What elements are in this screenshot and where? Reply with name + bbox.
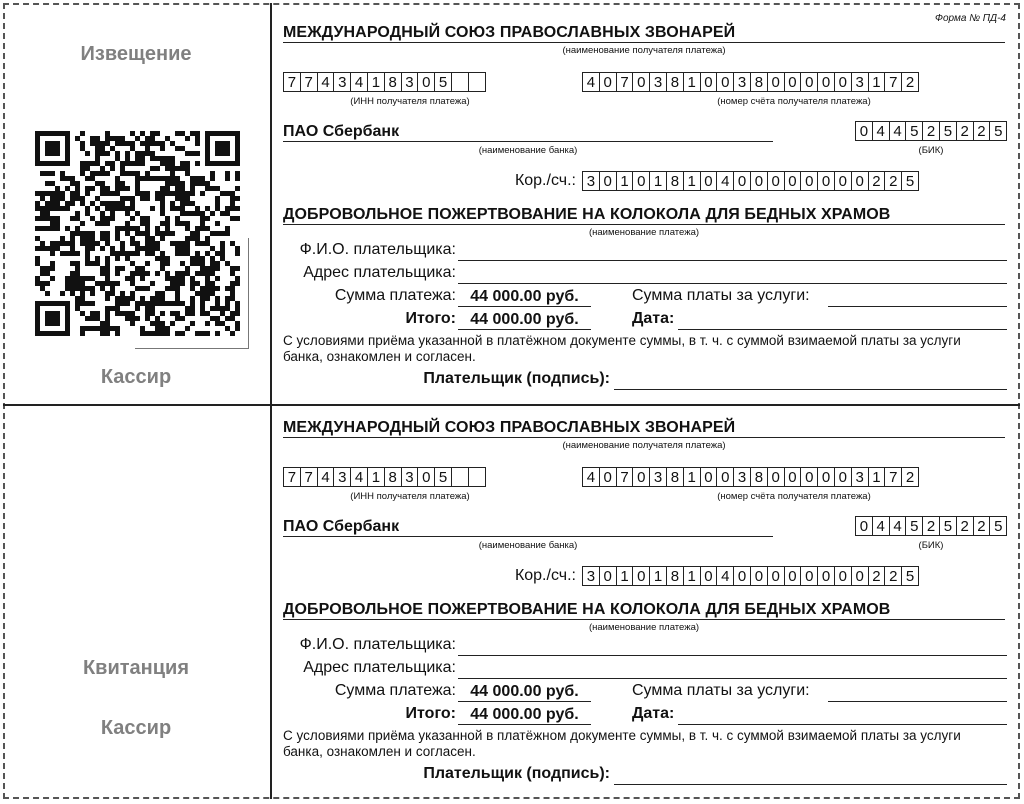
digit-cell: 0: [768, 467, 785, 487]
digit-cell: 4: [873, 516, 890, 536]
payer-address-field[interactable]: [458, 265, 1007, 284]
digit-cell: 0: [600, 171, 617, 191]
digit-cell: 0: [734, 566, 751, 586]
signature-label: Плательщик (подпись):: [423, 370, 610, 387]
digit-cell: 2: [902, 467, 919, 487]
digit-cell: 2: [902, 72, 919, 92]
digit-cell: 1: [650, 171, 667, 191]
account-caption: (номер счёта получателя платежа): [717, 491, 871, 502]
digit-cell: [452, 467, 469, 487]
recipient-name: МЕЖДУНАРОДНЫЙ СОЮЗ ПРАВОСЛАВНЫХ ЗВОНАРЕЙ: [283, 418, 1005, 438]
digit-cell: 0: [818, 171, 835, 191]
digit-cell: 4: [583, 467, 600, 487]
digit-cell: 0: [600, 72, 617, 92]
amount-value: 44 000.00 руб.: [458, 288, 591, 307]
digit-cell: 2: [869, 171, 886, 191]
amount-label: Сумма платежа:: [334, 287, 456, 304]
inn-caption: (ИНН получателя платежа): [350, 491, 470, 502]
digit-cell: 3: [402, 72, 419, 92]
vertical-divider: [270, 3, 272, 799]
recipient-name-caption: (наименование получателя платежа): [562, 45, 726, 56]
date-label: Дата:: [632, 705, 675, 722]
horizontal-divider: [3, 404, 1020, 406]
digit-cell: 0: [801, 467, 818, 487]
digit-cell: 0: [701, 171, 718, 191]
digit-cell: 4: [318, 72, 335, 92]
digit-cell: 4: [873, 121, 890, 141]
payer-address-label: Адрес плательщика:: [303, 264, 456, 281]
fee-label: Сумма платы за услуги:: [632, 287, 810, 304]
digit-cell: 0: [600, 566, 617, 586]
payer-name-field[interactable]: [458, 637, 1007, 656]
digit-cell: 0: [418, 467, 435, 487]
digit-cell: 3: [402, 467, 419, 487]
total-value: 44 000.00 руб.: [458, 311, 591, 330]
digit-cell: 8: [667, 566, 684, 586]
digit-cell: 0: [633, 72, 650, 92]
digit-cell: 3: [650, 467, 667, 487]
terms-text: С условиями приёма указанной в платёжном документе суммы, в т. ч. с суммой взимаемой платы за услуги банка, ознакомлен и согласен.: [283, 728, 961, 759]
date-label: Дата:: [632, 310, 675, 327]
digit-cell: 2: [974, 121, 991, 141]
digit-cell: 0: [768, 72, 785, 92]
digit-cell: 0: [734, 171, 751, 191]
digit-cell: 0: [633, 171, 650, 191]
digit-cell: 5: [990, 516, 1007, 536]
payment-purpose: ДОБРОВОЛЬНОЕ ПОЖЕРТВОВАНИЕ НА КОЛОКОЛА ДЛЯ БЕДНЫХ ХРАМОВ: [283, 205, 1005, 225]
digit-cell: 8: [667, 467, 684, 487]
recipient-name: МЕЖДУНАРОДНЫЙ СОЮЗ ПРАВОСЛАВНЫХ ЗВОНАРЕЙ: [283, 23, 1005, 43]
corr-account-label: Кор./сч.:: [514, 172, 576, 189]
inn-cells: [283, 467, 486, 487]
digit-cell: 0: [835, 467, 852, 487]
inn-caption: (ИНН получателя платежа): [350, 96, 470, 107]
digit-cell: 0: [701, 566, 718, 586]
digit-cell: [469, 467, 486, 487]
payer-address-field[interactable]: [458, 660, 1007, 679]
bik-caption: (БИК): [918, 540, 944, 551]
date-field[interactable]: [678, 311, 1007, 330]
digit-cell: 1: [368, 467, 385, 487]
signature-field[interactable]: [614, 371, 1007, 390]
payment-purpose-caption: (наименование платежа): [588, 622, 700, 633]
digit-cell: 0: [701, 467, 718, 487]
digit-cell: 1: [869, 72, 886, 92]
digit-cell: 0: [633, 566, 650, 586]
digit-cell: 8: [667, 171, 684, 191]
cashier-label-bottom: Кассир: [100, 717, 172, 739]
digit-cell: 8: [667, 72, 684, 92]
payer-name-field[interactable]: [458, 242, 1007, 261]
digit-cell: 3: [583, 171, 600, 191]
digit-cell: [452, 72, 469, 92]
digit-cell: 4: [890, 121, 907, 141]
digit-cell: 1: [617, 171, 634, 191]
payer-address-label: Адрес плательщика:: [303, 659, 456, 676]
inn-cells: [283, 72, 486, 92]
digit-cell: 8: [385, 72, 402, 92]
digit-cell: 2: [957, 516, 974, 536]
digit-cell: 0: [835, 72, 852, 92]
digit-cell: [469, 72, 486, 92]
digit-cell: 2: [923, 121, 940, 141]
digit-cell: 3: [852, 72, 869, 92]
digit-cell: 5: [940, 516, 957, 536]
amount-label: Сумма платежа:: [334, 682, 456, 699]
digit-cell: 2: [869, 566, 886, 586]
digit-cell: 5: [940, 121, 957, 141]
recipient-name-caption: (наименование получателя платежа): [562, 440, 726, 451]
digit-cell: 1: [368, 72, 385, 92]
digit-cell: 3: [852, 467, 869, 487]
total-value: 44 000.00 руб.: [458, 706, 591, 725]
digit-cell: 0: [835, 171, 852, 191]
digit-cell: 0: [418, 72, 435, 92]
digit-cell: 5: [990, 121, 1007, 141]
corr-account-cells: [582, 171, 919, 191]
bank-name-caption: (наименование банка): [478, 145, 578, 156]
digit-cell: 4: [351, 467, 368, 487]
account-cells: [582, 467, 919, 487]
digit-cell: 0: [852, 566, 869, 586]
signature-field[interactable]: [614, 766, 1007, 785]
digit-cell: 5: [435, 467, 452, 487]
total-label: Итого:: [405, 310, 456, 327]
fee-field[interactable]: [828, 683, 1007, 702]
digit-cell: 0: [785, 72, 802, 92]
bank-name: ПАО Сбербанк: [283, 122, 773, 142]
digit-cell: 7: [885, 72, 902, 92]
digit-cell: 7: [617, 72, 634, 92]
digit-cell: 0: [856, 516, 873, 536]
digit-cell: 7: [301, 467, 318, 487]
digit-cell: 2: [974, 516, 991, 536]
digit-cell: 0: [701, 72, 718, 92]
digit-cell: 7: [284, 72, 301, 92]
corr-account-label: Кор./сч.:: [514, 567, 576, 584]
payer-name-label: Ф.И.О. плательщика:: [299, 636, 456, 653]
digit-cell: 4: [583, 72, 600, 92]
account-cells: [582, 72, 919, 92]
digit-cell: 3: [734, 467, 751, 487]
digit-cell: 0: [785, 566, 802, 586]
notice-label: Извещение: [80, 43, 192, 65]
digit-cell: 0: [600, 467, 617, 487]
digit-cell: 0: [801, 72, 818, 92]
digit-cell: 4: [890, 516, 907, 536]
digit-cell: 5: [906, 516, 923, 536]
digit-cell: 0: [856, 121, 873, 141]
digit-cell: 4: [318, 467, 335, 487]
digit-cell: 8: [751, 72, 768, 92]
terms-text: С условиями приёма указанной в платёжном документе суммы, в т. ч. с суммой взимаемой платы за услуги банка, ознакомлен и согласен.: [283, 333, 961, 364]
digit-cell: 5: [435, 72, 452, 92]
digit-cell: 7: [617, 467, 634, 487]
digit-cell: 0: [818, 72, 835, 92]
payer-name-label: Ф.И.О. плательщика:: [299, 241, 456, 258]
digit-cell: 3: [334, 72, 351, 92]
digit-cell: 1: [684, 566, 701, 586]
digit-cell: 0: [785, 467, 802, 487]
digit-cell: 0: [801, 171, 818, 191]
digit-cell: 0: [751, 171, 768, 191]
fee-field[interactable]: [828, 288, 1007, 307]
payment-purpose: ДОБРОВОЛЬНОЕ ПОЖЕРТВОВАНИЕ НА КОЛОКОЛА ДЛЯ БЕДНЫХ ХРАМОВ: [283, 600, 1005, 620]
digit-cell: 0: [717, 72, 734, 92]
digit-cell: 0: [801, 566, 818, 586]
digit-cell: 3: [334, 467, 351, 487]
bank-name-caption: (наименование банка): [478, 540, 578, 551]
digit-cell: 7: [284, 467, 301, 487]
digit-cell: 0: [785, 171, 802, 191]
digit-cell: 0: [751, 566, 768, 586]
digit-cell: 8: [385, 467, 402, 487]
digit-cell: 5: [906, 121, 923, 141]
digit-cell: 1: [684, 171, 701, 191]
digit-cell: 5: [902, 566, 919, 586]
digit-cell: 0: [633, 467, 650, 487]
bank-name: ПАО Сбербанк: [283, 517, 773, 537]
digit-cell: 1: [650, 566, 667, 586]
form-number: Форма № ПД-4: [935, 13, 1006, 24]
digit-cell: 2: [923, 516, 940, 536]
corr-account-cells: [582, 566, 919, 586]
digit-cell: 1: [684, 467, 701, 487]
digit-cell: 4: [351, 72, 368, 92]
digit-cell: 8: [751, 467, 768, 487]
digit-cell: 0: [717, 467, 734, 487]
cashier-label-top: Кассир: [100, 366, 172, 388]
digit-cell: 4: [717, 566, 734, 586]
digit-cell: 3: [583, 566, 600, 586]
digit-cell: 0: [768, 566, 785, 586]
total-label: Итого:: [405, 705, 456, 722]
digit-cell: 4: [717, 171, 734, 191]
bik-cells: [855, 516, 1007, 536]
digit-cell: 1: [869, 467, 886, 487]
digit-cell: 2: [885, 566, 902, 586]
digit-cell: 0: [835, 566, 852, 586]
digit-cell: 3: [650, 72, 667, 92]
digit-cell: 1: [617, 566, 634, 586]
signature-label: Плательщик (подпись):: [423, 765, 610, 782]
digit-cell: 7: [885, 467, 902, 487]
digit-cell: 0: [818, 467, 835, 487]
payment-purpose-caption: (наименование платежа): [588, 227, 700, 238]
digit-cell: 0: [852, 171, 869, 191]
digit-cell: 2: [885, 171, 902, 191]
digit-cell: 5: [902, 171, 919, 191]
digit-cell: 2: [957, 121, 974, 141]
bik-cells: [855, 121, 1007, 141]
digit-cell: 1: [684, 72, 701, 92]
digit-cell: 0: [818, 566, 835, 586]
digit-cell: 3: [734, 72, 751, 92]
receipt-label: Квитанция: [82, 657, 190, 679]
account-caption: (номер счёта получателя платежа): [717, 96, 871, 107]
amount-value: 44 000.00 руб.: [458, 683, 591, 702]
qr-corner-bracket: [135, 238, 249, 349]
date-field[interactable]: [678, 706, 1007, 725]
fee-label: Сумма платы за услуги:: [632, 682, 810, 699]
bik-caption: (БИК): [918, 145, 944, 156]
digit-cell: 7: [301, 72, 318, 92]
digit-cell: 0: [768, 171, 785, 191]
